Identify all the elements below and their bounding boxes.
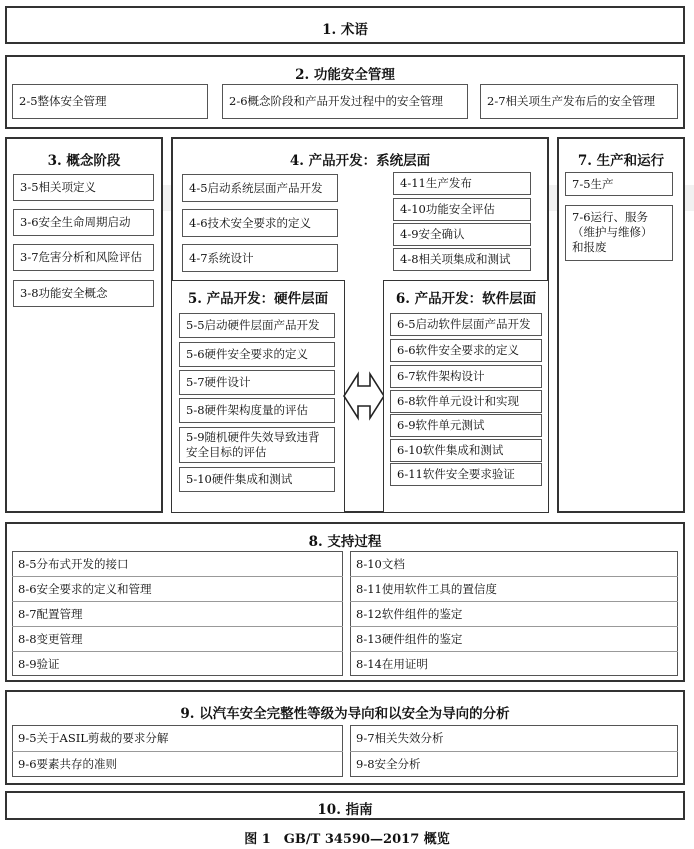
item-6-5: 6-5启动软件层面产品开发 [390, 313, 542, 336]
divider [12, 751, 343, 752]
item-5-10: 5-10硬件集成和测试 [179, 467, 335, 492]
item-3-6: 3-6安全生命周期启动 [13, 209, 154, 236]
item-7-5: 7-5生产 [565, 172, 673, 196]
item-7-6-line2: （维护与维修） [572, 225, 653, 239]
item-8-9: 8-9验证 [18, 657, 60, 671]
item-7-6 [565, 205, 673, 261]
item-8-14: 8-14在用证明 [356, 657, 428, 671]
item-5-9-line1: 5-9随机硬件失效导致违背 [186, 430, 320, 444]
divider [12, 651, 343, 652]
item-8-10: 8-10文档 [356, 557, 405, 571]
item-5-5: 5-5启动硬件层面产品开发 [179, 313, 335, 338]
section-title: 9. 以汽车安全完整性等级为导向和以安全为导向的分析 [180, 706, 510, 722]
divider [350, 576, 678, 577]
item-2-5: 2-5整体安全管理 [12, 84, 208, 119]
item-8-5: 8-5分布式开发的接口 [18, 557, 129, 571]
item-7-6-line1: 7-6运行、服务 [572, 210, 649, 224]
item-4-9: 4-9安全确认 [393, 223, 531, 246]
section-title: 1. 术语 [322, 22, 368, 38]
section-title: 6. 产品开发：软件层面 [395, 291, 537, 307]
item-2-7: 2-7相关项生产发布后的安全管理 [480, 84, 678, 119]
item-5-8: 5-8硬件架构度量的评估 [179, 398, 335, 423]
item-3-8: 3-8功能安全概念 [13, 280, 154, 307]
double-arrow-icon [343, 368, 385, 424]
section-title: 2. 功能安全管理 [295, 67, 395, 83]
section-title: 5. 产品开发：硬件层面 [187, 291, 329, 307]
item-3-7: 3-7危害分析和风险评估 [13, 244, 154, 271]
item-8-6: 8-6安全要求的定义和管理 [18, 582, 152, 596]
divider [12, 626, 343, 627]
item-9-6: 9-6要素共存的准则 [18, 757, 118, 771]
item-8-12: 8-12软件组件的鉴定 [356, 607, 463, 621]
section-title: 8. 支持过程 [308, 534, 382, 550]
item-6-7: 6-7软件架构设计 [390, 365, 542, 388]
item-6-8: 6-8软件单元设计和实现 [390, 390, 542, 413]
item-5-9 [179, 427, 335, 463]
item-8-13: 8-13硬件组件的鉴定 [356, 632, 463, 646]
divider [350, 601, 678, 602]
divider [12, 601, 343, 602]
item-4-5: 4-5启动系统层面产品开发 [182, 174, 338, 202]
section-title: 10. 指南 [317, 802, 373, 818]
item-9-8: 9-8安全分析 [356, 757, 421, 771]
section-title: 4. 产品开发：系统层面 [289, 153, 431, 169]
divider [350, 751, 678, 752]
divider [12, 576, 343, 577]
item-4-7: 4-7系统设计 [182, 244, 338, 272]
section-guideline [5, 791, 685, 820]
figure-caption: 图 1 GB/T 34590—2017 概览 [244, 832, 450, 847]
item-9-5: 9-5关于ASIL剪裁的要求分解 [18, 731, 169, 745]
divider [350, 626, 678, 627]
item-6-6: 6-6软件安全要求的定义 [390, 339, 542, 362]
item-4-11: 4-11生产发布 [393, 172, 531, 195]
item-6-9: 6-9软件单元测试 [390, 414, 542, 437]
item-5-9-line2: 安全目标的评估 [186, 445, 267, 459]
item-8-7: 8-7配置管理 [18, 607, 83, 621]
item-3-5: 3-5相关项定义 [13, 174, 154, 201]
item-5-7: 5-7硬件设计 [179, 370, 335, 395]
divider [350, 651, 678, 652]
item-5-6: 5-6硬件安全要求的定义 [179, 342, 335, 367]
item-2-6: 2-6概念阶段和产品开发过程中的安全管理 [222, 84, 468, 119]
section-title: 3. 概念阶段 [47, 153, 121, 169]
section-title: 7. 生产和运行 [577, 153, 665, 169]
item-6-10: 6-10软件集成和测试 [390, 439, 542, 462]
item-7-6-line3: 和报废 [572, 240, 607, 254]
item-4-6: 4-6技术安全要求的定义 [182, 209, 338, 237]
item-8-8: 8-8变更管理 [18, 632, 83, 646]
item-9-7: 9-7相关失效分析 [356, 731, 444, 745]
item-8-11: 8-11使用软件工具的置信度 [356, 582, 497, 596]
section-terminology [5, 6, 685, 44]
item-6-11: 6-11软件安全要求验证 [390, 463, 542, 486]
item-4-10: 4-10功能安全评估 [393, 198, 531, 221]
item-4-8: 4-8相关项集成和测试 [393, 248, 531, 271]
